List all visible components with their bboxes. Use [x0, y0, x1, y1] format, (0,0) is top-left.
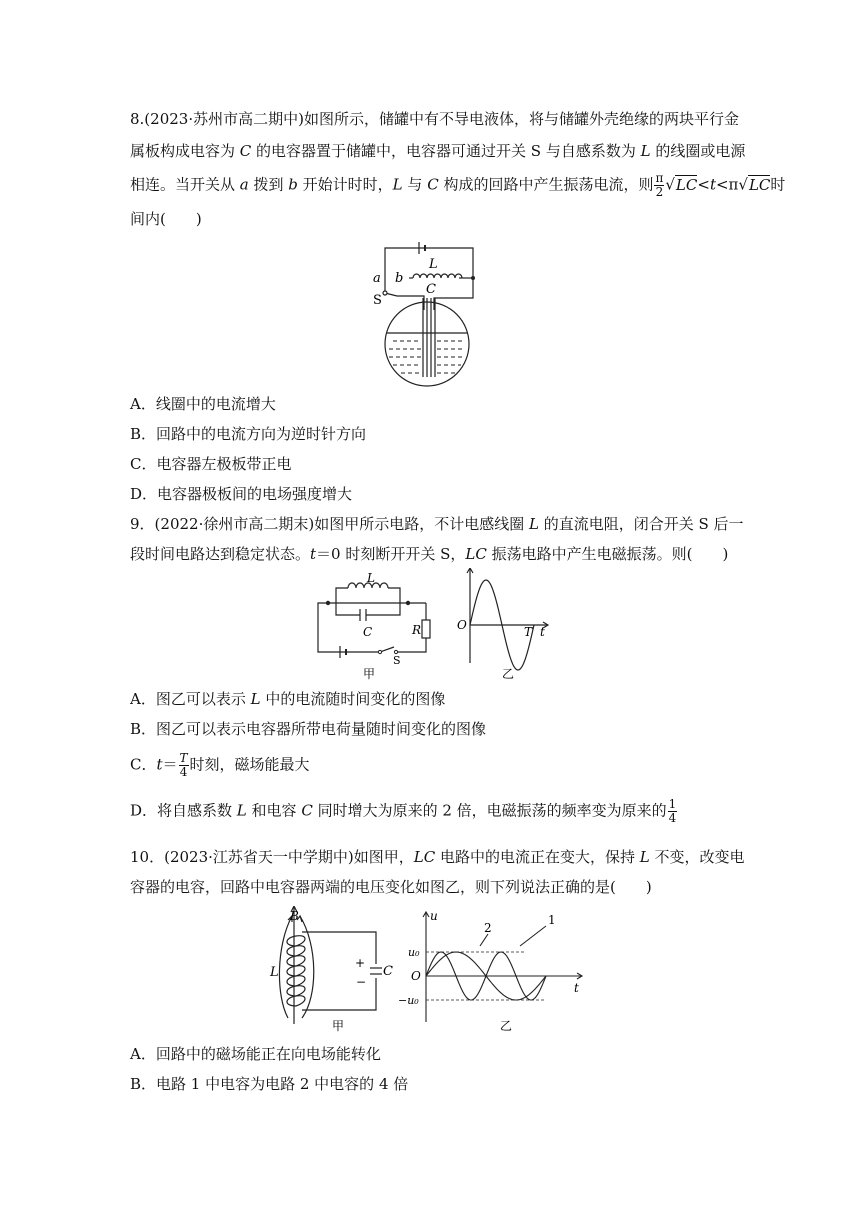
label-curve-1: 1	[548, 913, 556, 927]
q10-line-1	[130, 846, 745, 868]
label-S: S	[373, 293, 382, 308]
q8-option-c: C．电容器左极板带正电	[130, 455, 292, 473]
q9-figure-circuit	[300, 568, 450, 686]
q8-var-a: a	[239, 175, 249, 194]
less-than: <	[697, 175, 710, 194]
q9-opt-text: 同时增大为原来的 2 倍，电磁振荡的频率变为原来的	[312, 801, 667, 820]
q9-text: ＝0 时刻断开开关 S，	[316, 545, 466, 563]
label-T: T	[524, 625, 533, 639]
fraction-numerator: 1	[668, 797, 677, 811]
less-than-pi: <π	[715, 175, 739, 194]
q10-figure-voltage-graph	[396, 906, 592, 1036]
q10-line-2	[130, 876, 740, 898]
fraction-denominator: 4	[179, 765, 188, 779]
label-C: C	[363, 625, 373, 639]
fraction-numerator: π	[655, 171, 664, 185]
q9-opt-text: C．	[130, 755, 157, 774]
q9-opt-text: 时刻，磁场能最大	[189, 755, 310, 774]
q8-fraction	[654, 172, 664, 199]
q9-fraction-T4	[179, 752, 189, 779]
q9-line-2	[130, 543, 740, 565]
q8-option-a: A．线圈中的电流增大	[130, 395, 276, 413]
q8-var-C: C	[239, 142, 252, 160]
q8-text: 时	[770, 175, 786, 194]
q9-text: 段时间电路达到稳定状态。	[130, 545, 311, 563]
q8-text: 的线圈或电源	[650, 142, 746, 160]
q9-var-t: t	[156, 755, 163, 774]
sqrt-sign: √	[738, 175, 748, 194]
q9-var-t: t	[310, 545, 317, 563]
q8-var-b: b	[288, 175, 298, 194]
q8-text: 相连。当开关从	[130, 175, 240, 194]
q8-text-1: 8.(2023·苏州市高二期中)如图所示，储罐中有不导电液体，将与储罐外壳绝缘的两块平行金	[130, 110, 739, 128]
q8-var-C: C	[427, 175, 439, 194]
q10-figure-coil-circuit	[266, 906, 396, 1036]
label-minus: −	[356, 975, 367, 989]
q9-fraction-1-4	[668, 798, 678, 825]
q8-line-3	[130, 171, 786, 199]
label-u0: u₀	[408, 946, 420, 959]
q8-text: 属板构成电容为	[130, 142, 240, 160]
q9-figure-sine-graph	[452, 568, 564, 686]
sqrt-sign: √	[665, 175, 675, 194]
q8-figure-tank-circuit	[365, 238, 505, 388]
q8-text: 与	[402, 175, 428, 194]
sqrt-radicand: LC	[675, 175, 698, 194]
label-L: L	[270, 965, 279, 980]
label-b: b	[395, 271, 404, 286]
q9-opt-text: A．图乙可以表示	[130, 690, 251, 708]
q8-text: 开始计时时，	[297, 175, 393, 194]
q9-option-a	[130, 688, 445, 710]
label-B: B	[290, 909, 299, 923]
label-C: C	[426, 282, 436, 297]
q8-var-t: t	[709, 175, 716, 194]
q8-var-L: L	[640, 142, 651, 160]
q8-line-1	[130, 108, 740, 130]
q10-text-2: 容器的电容，回路中电容器两端的电压变化如图乙，则下列说法正确的是( )	[130, 878, 652, 896]
q9-text: 振荡电路中产生电磁振荡。则( )	[486, 545, 729, 563]
label-u: u	[430, 909, 438, 923]
label-a: a	[373, 271, 381, 286]
caption-jia: 甲	[332, 1019, 345, 1033]
q9-line-1	[130, 513, 744, 535]
q9-opt-text: 和电容	[246, 801, 302, 820]
q9-option-d	[130, 798, 678, 825]
q9-var-L: L	[236, 801, 247, 820]
q8-text: 的电容器置于储罐中，电容器可通过开关 S 与自感系数为	[251, 142, 641, 160]
equals: ＝	[162, 755, 178, 774]
label-C: C	[383, 964, 393, 979]
q8-text-4: 间内( )	[130, 210, 202, 228]
label-L: L	[367, 571, 375, 585]
q9-opt-text: 中的电流随时间变化的图像	[260, 690, 446, 708]
label-t: t	[540, 625, 545, 639]
caption-yi: 乙	[502, 667, 515, 681]
label-curve-2: 2	[484, 921, 492, 935]
q9-option-c	[130, 752, 310, 779]
q9-option-b: B．图乙可以表示电容器所带电荷量随时间变化的图像	[130, 720, 487, 738]
caption-yi: 乙	[500, 1019, 513, 1033]
fraction-numerator: T	[179, 751, 188, 765]
q10-var-L: L	[639, 848, 650, 866]
q10-option-a: A．回路中的磁场能正在向电场能转化	[130, 1045, 381, 1063]
q9-text: 9．(2022·徐州市高二期末)如图甲所示电路，不计电感线圈	[130, 515, 529, 533]
label-L: L	[429, 257, 438, 272]
label-plus: +	[355, 956, 366, 970]
q8-text: 拨到	[248, 175, 289, 194]
q9-var-L: L	[250, 690, 261, 708]
q10-text: 不变，改变电	[649, 848, 745, 866]
fraction-denominator: 4	[668, 811, 677, 825]
q9-var-LC: LC	[465, 545, 487, 563]
label-R: R	[412, 623, 422, 637]
q8-line-4	[130, 208, 740, 230]
label-t: t	[574, 981, 579, 995]
q8-text: 构成的回路中产生振荡电流，则	[438, 175, 654, 194]
caption-jia: 甲	[363, 667, 376, 681]
q10-var-LC: LC	[413, 848, 436, 866]
q9-var-L: L	[528, 515, 539, 533]
q9-text: 的直流电阻，闭合开关 S 后一	[538, 515, 744, 533]
q8-option-d: D．电容器极板间的电场强度增大	[130, 485, 353, 503]
q8-var-L: L	[392, 175, 403, 194]
q10-text: 电路中的电流正在变大，保持	[435, 848, 640, 866]
q10-text: 10．(2023·江苏省天一中学期中)如图甲，	[130, 848, 414, 866]
q8-option-b: B．回路中的电流方向为逆时针方向	[130, 425, 367, 443]
sqrt-radicand: LC	[748, 175, 771, 194]
q8-line-2	[130, 140, 746, 162]
label-S: S	[393, 654, 401, 667]
label-origin: O	[411, 969, 421, 983]
q10-option-b: B．电路 1 中电容为电路 2 中电容的 4 倍	[130, 1075, 409, 1093]
q9-var-C: C	[301, 801, 313, 820]
q9-opt-text: D．将自感系数	[130, 801, 237, 820]
label-origin: O	[457, 618, 467, 632]
label-neg-u0: −u₀	[398, 994, 419, 1007]
fraction-denominator: 2	[655, 185, 664, 199]
